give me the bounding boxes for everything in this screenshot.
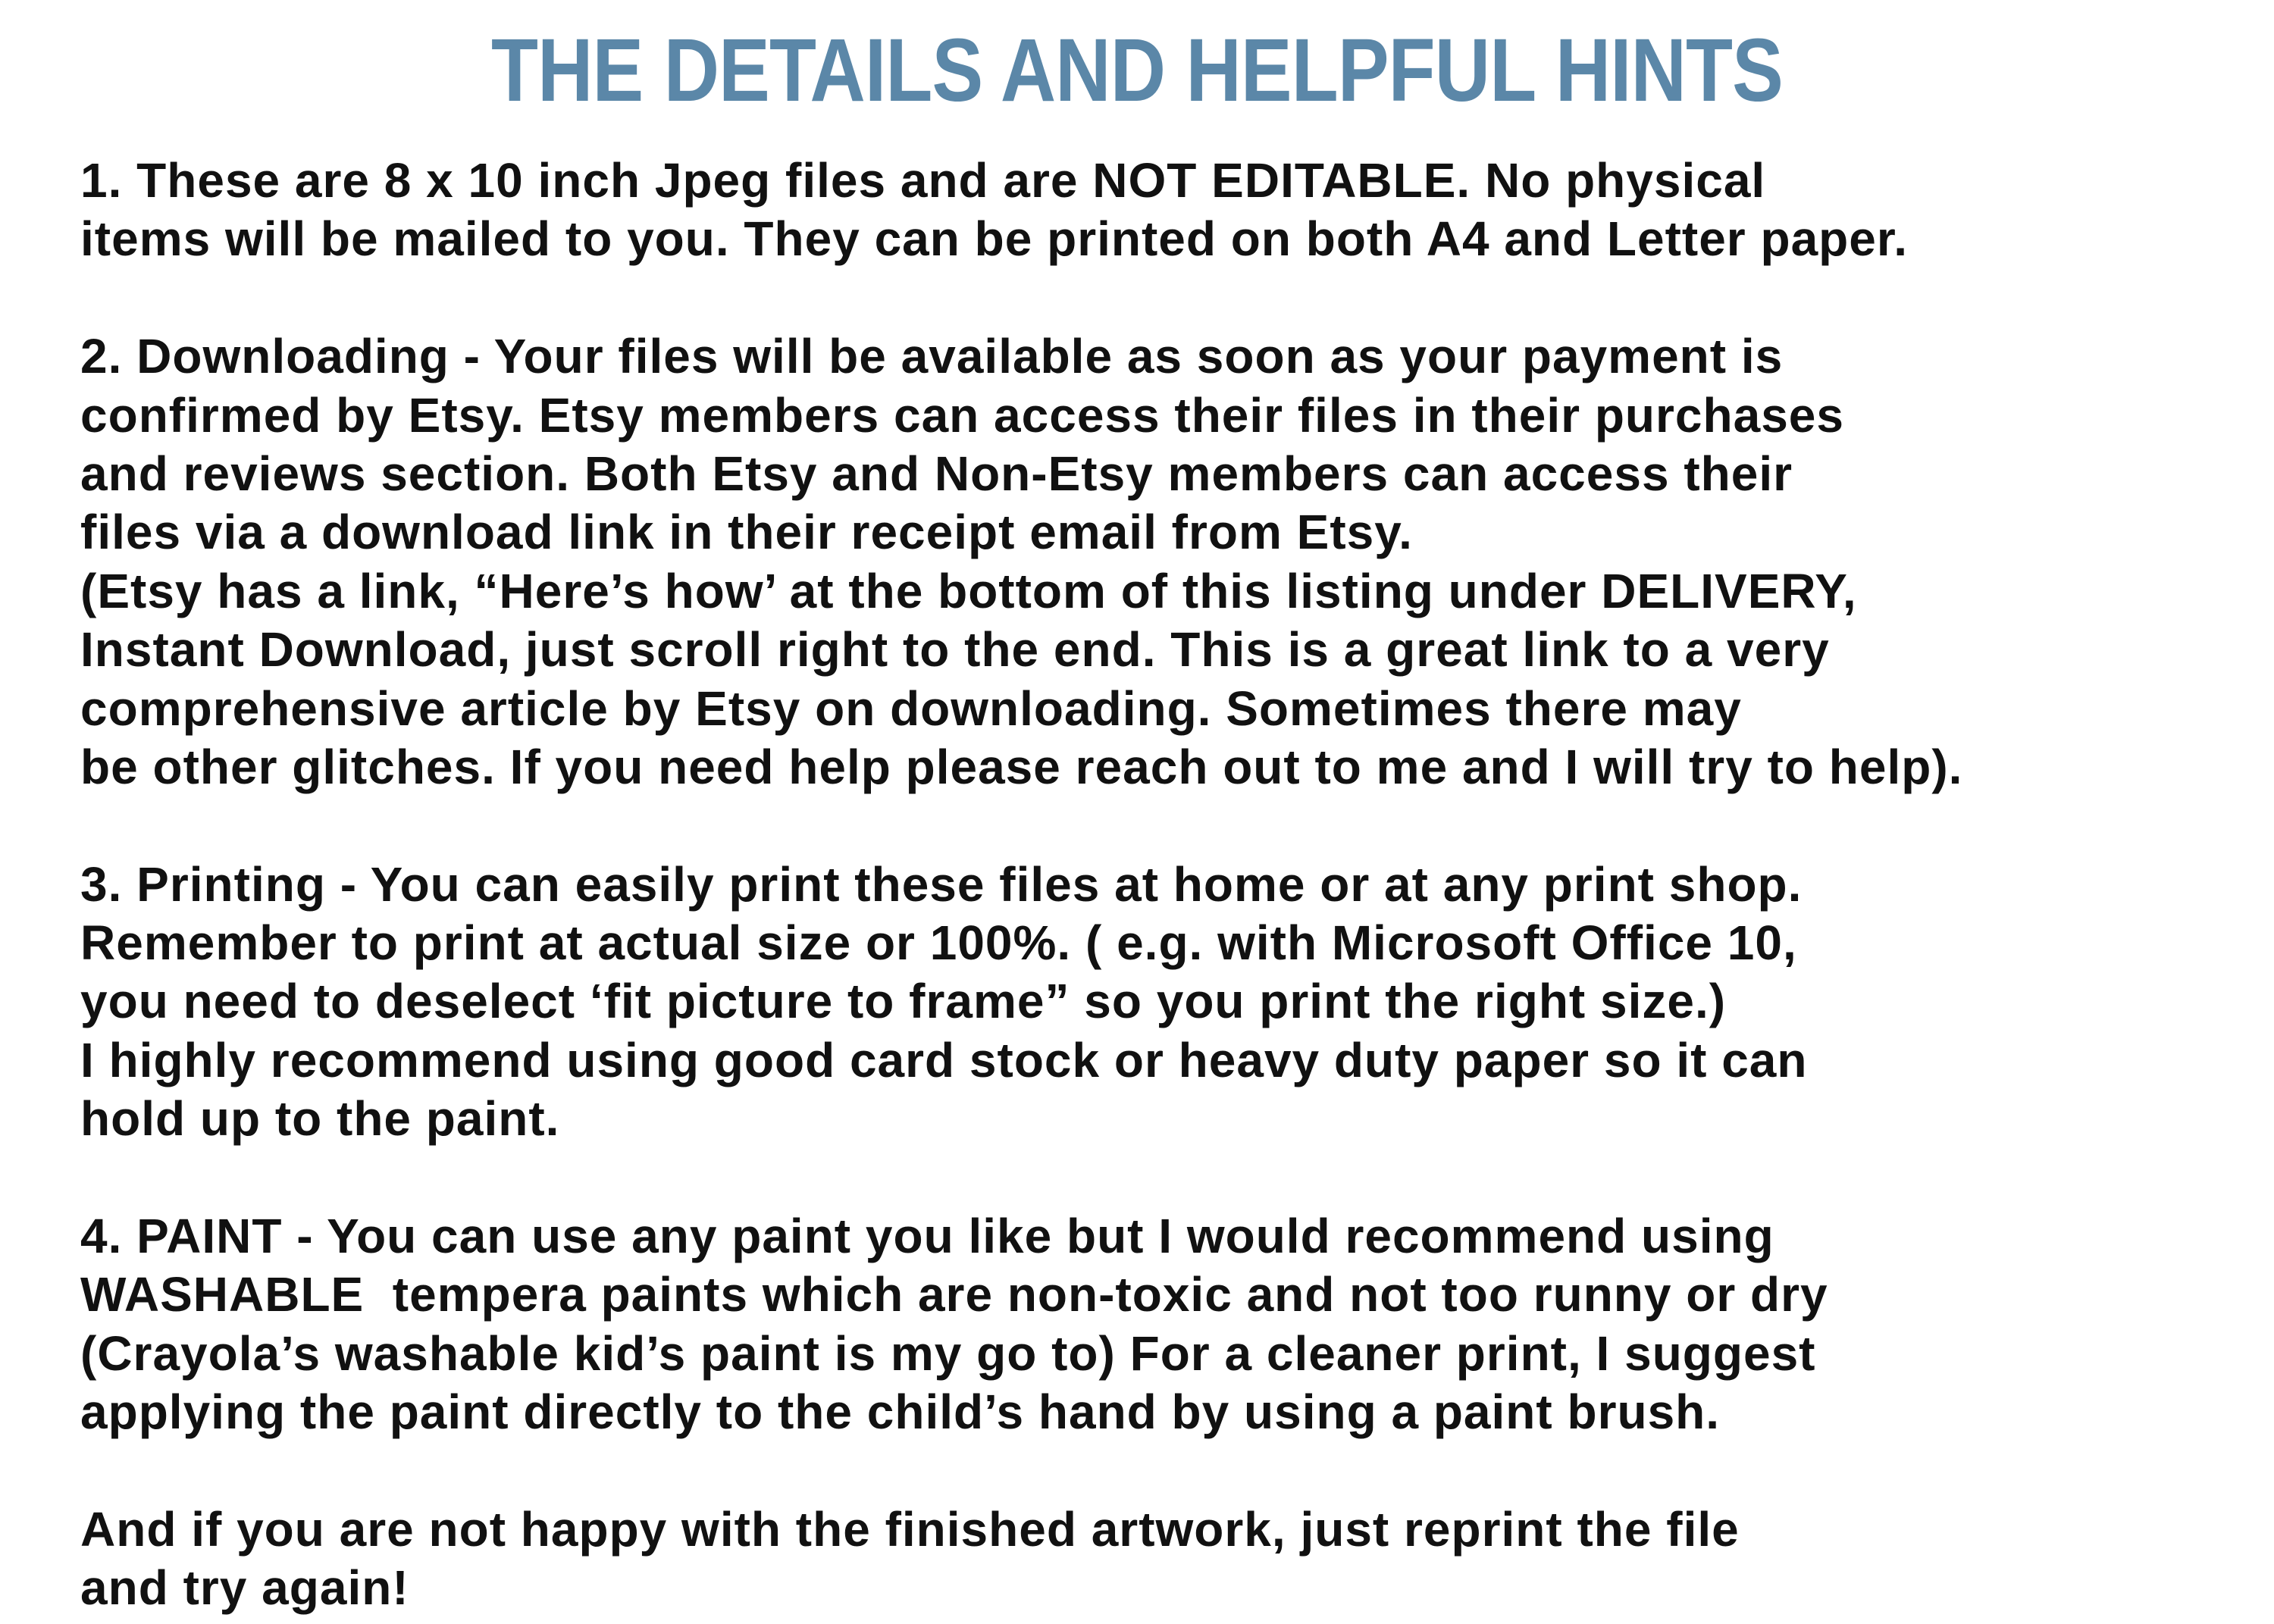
text-line: comprehensive article by Etsy on downloading. Sometimes there may (80, 681, 1742, 736)
page-title: THE DETAILS AND HELPFUL HINTS (490, 20, 1783, 120)
text-line: (Crayola’s washable kid’s paint is my go to) For a cleaner print, I suggest (80, 1325, 1816, 1381)
section-printing (80, 856, 2263, 1149)
paragraph-gap (80, 796, 2263, 855)
text-line: items will be mailed to you. They can be printed on both A4 and Letter paper. (80, 211, 1908, 267)
text-line: and reviews section. Both Etsy and Non-Etsy members can access their (80, 446, 1793, 501)
section-closing (80, 1500, 2263, 1618)
text-line: (Etsy has a link, “Here’s how’ at the bottom of this listing under DELIVERY, (80, 563, 1857, 618)
text-line: and try again! (80, 1560, 409, 1616)
text-line: applying the paint directly to the child’s hand by using a paint brush. (80, 1385, 1721, 1440)
text-line: 2. Downloading - Your files will be available as soon as your payment is (80, 329, 1784, 384)
text-line: hold up to the paint. (80, 1091, 560, 1147)
text-line: 1. These are 8 x 10 inch Jpeg files and are NOT EDITABLE. No physical (80, 153, 1766, 208)
section-downloading (80, 327, 2263, 796)
text-line: WASHABLE tempera paints which are non-toxic and not too runny or dry (80, 1267, 1828, 1322)
text-line: files via a download link in their receipt email from Etsy. (80, 505, 1413, 560)
text-line: you need to deselect ‘fit picture to frame” so you print the right size.) (80, 974, 1727, 1029)
text-line: confirmed by Etsy. Etsy members can access their files in their purchases (80, 387, 1844, 443)
text-line: Remember to print at actual size or 100%. ( e.g. with Microsoft Office 10, (80, 915, 1797, 971)
section-file-info (80, 152, 2263, 269)
text-line: Instant Download, just scroll right to the end. This is a great link to a very (80, 622, 1830, 677)
text-line: be other glitches. If you need help please reach out to me and I will try to help). (80, 739, 1963, 794)
text-line: And if you are not happy with the finished artwork, just reprint the file (80, 1501, 1740, 1557)
paragraph-gap (80, 1442, 2263, 1500)
section-paint (80, 1207, 2263, 1442)
hints-body (80, 152, 2263, 1618)
text-line: 4. PAINT - You can use any paint you like but I would recommend using (80, 1209, 1774, 1264)
text-line: 3. Printing - You can easily print these files at home or at any print shop. (80, 856, 1803, 912)
text-line: I highly recommend using good card stock or heavy duty paper so it can (80, 1032, 1808, 1087)
paragraph-gap (80, 1149, 2263, 1207)
paragraph-gap (80, 269, 2263, 327)
